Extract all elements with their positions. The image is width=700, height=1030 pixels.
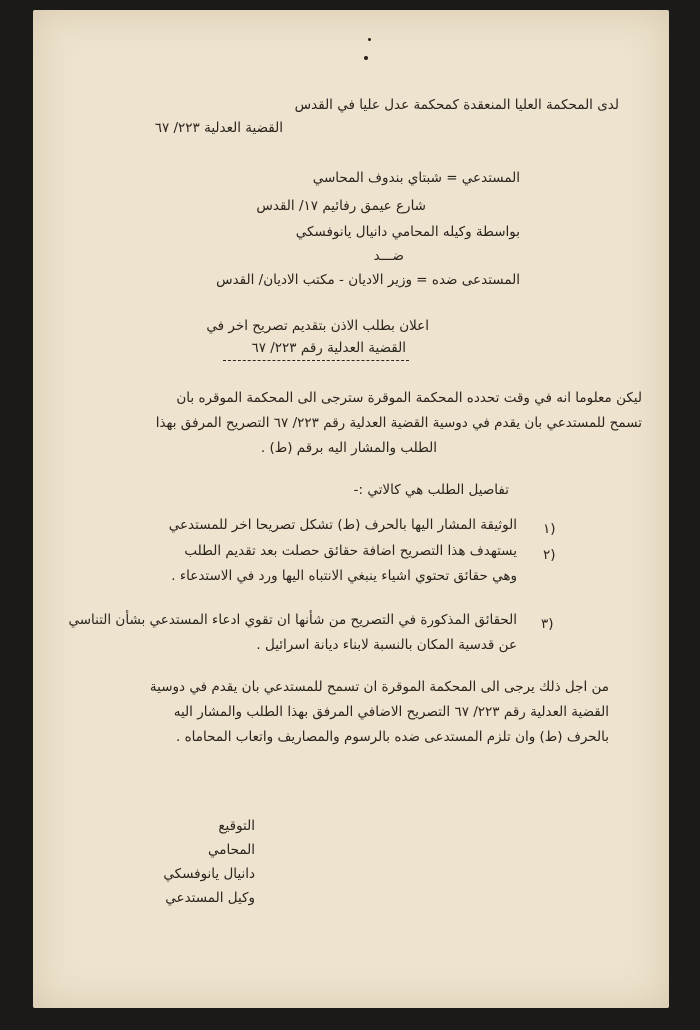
item-text: الحقائق المذكورة في التصريح من شأنها ان تقوي ادعاء المستدعي بشأن التناسي: [68, 612, 517, 628]
title-underline: [223, 360, 409, 361]
intro-line: تسمح للمستدعي بان يقدم في دوسية القضية العدلية رقم ٢٢٣/ ٦٧ التصريح المرفق بهذا: [155, 415, 642, 431]
request-line: بالحرف (ط) وان تلزم المستدعى ضده بالرسوم والمصاريف واتعاب المحاماه .: [176, 729, 609, 745]
ink-speck: [364, 56, 368, 60]
intro-line: ليكن معلوما انه في وقت تحدده المحكمة الموقرة سترجى الى المحكمة الموقره بان: [176, 390, 642, 406]
item-text: وهي حقائق تحتوي اشياء ينبغي الانتباه اليها ورد في الاستدعاء .: [171, 568, 517, 584]
details-heading: تفاصيل الطلب هي كالاتي :-: [353, 482, 509, 498]
item-text: الوثيقة المشار اليها بالحرف (ط) تشكل تصريحا اخر للمستدعي: [168, 517, 517, 533]
petitioner-address: شارع عيمق رفائيم ١٧/ القدس: [256, 198, 426, 214]
court-heading: لدى المحكمة العليا المنعقدة كمحكمة عدل عليا في القدس: [294, 97, 619, 113]
item-number: ١): [543, 521, 556, 537]
signature-name: دانيال يانوفسكي: [163, 866, 255, 882]
against-label: ضـــد: [373, 248, 404, 264]
signature-label: التوقيع: [218, 818, 255, 834]
ink-speck: [368, 38, 371, 41]
intro-line: الطلب والمشار اليه برقم (ط) .: [260, 440, 437, 456]
request-line: من اجل ذلك يرجى الى المحكمة الموقرة ان تسمح للمستدعي بان يقدم في دوسية: [149, 679, 609, 695]
petitioner-line: المستدعي = شبتاي بندوف المحاسي: [312, 170, 520, 186]
document-title-case: القضية العدلية رقم ٢٢٣/ ٦٧: [251, 340, 406, 356]
item-number: ٣): [541, 616, 554, 632]
respondent-line: المستدعى ضده = وزير الاديان - مكتب الاديان/ القدس: [216, 272, 520, 288]
case-number: القضية العدلية ٢٢٣/ ٦٧: [154, 120, 283, 136]
signature-title: المحامي: [208, 842, 255, 858]
document-page: [33, 10, 669, 1008]
request-line: القضية العدلية رقم ٢٢٣/ ٦٧ التصريح الاضافي المرفق بهذا الطلب والمشار اليه: [173, 704, 609, 720]
signature-role: وكيل المستدعي: [165, 890, 255, 906]
item-text: عن قدسية المكان بالنسبة لابناء ديانة اسرائيل .: [256, 637, 517, 653]
item-text: يستهدف هذا التصريح اضافة حقائق حصلت بعد تقديم الطلب: [184, 543, 517, 559]
item-number: ٢): [543, 547, 556, 563]
petitioner-representation: بواسطة وكيله المحامي دانيال يانوفسكي: [295, 224, 520, 240]
document-title: اعلان بطلب الاذن بتقديم تصريح اخر في: [206, 318, 429, 334]
